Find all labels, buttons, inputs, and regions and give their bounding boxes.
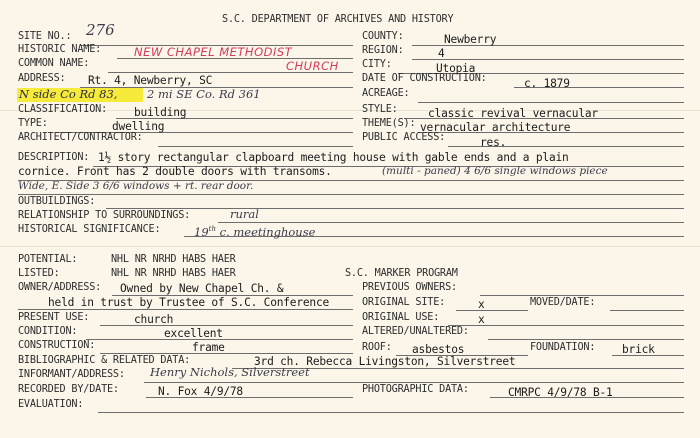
historic-name-value: NEW CHAPEL METHODIST	[134, 45, 293, 59]
type-value: dwelling	[112, 120, 165, 133]
construction-value: frame	[192, 341, 225, 354]
informant-line	[144, 382, 684, 383]
relationship-value: rural	[230, 207, 259, 221]
roof-value: asbestos	[412, 343, 465, 356]
previous-owners-line	[480, 295, 684, 296]
altered-line	[488, 339, 684, 340]
description-line-1: 1½ story rectangular clapboard meeting house with gable ends and a plain	[98, 151, 569, 164]
outbuildings-line	[106, 208, 684, 209]
address-note: 2 mi SE Co. Rd 361	[147, 87, 261, 101]
bibliographic-label: BIBLIOGRAPHIC & RELATED DATA:	[18, 355, 191, 366]
county-label: COUNTY:	[362, 31, 404, 42]
public-access-value: res.	[480, 136, 507, 149]
classification-value: building	[134, 106, 187, 119]
address-label: ADDRESS:	[18, 73, 66, 84]
date-construction-label: DATE OF CONSTRUCTION:	[362, 73, 487, 84]
present-use-label: PRESENT USE:	[18, 312, 90, 323]
region-line	[412, 59, 684, 60]
description-line-2: cornice. Front has 2 double doors with transoms.	[18, 165, 332, 178]
foundation-value: brick	[622, 343, 655, 356]
potential-codes: NHL NR NRHD HABS HAER	[111, 254, 236, 265]
potential-label: POTENTIAL:	[18, 254, 78, 265]
photographic-value: CMRPC 4/9/78 B-1	[508, 386, 613, 399]
previous-owners-label: PREVIOUS OWNERS:	[362, 282, 457, 293]
county-value: Newberry	[444, 33, 497, 46]
public-access-label: PUBLIC ACCESS:	[362, 132, 446, 143]
relationship-label: RELATIONSHIP TO SURROUNDINGS:	[18, 210, 191, 221]
description-handwritten-note-1: (multi - paned) 4 6/6 single windows piece	[382, 165, 608, 177]
description-handwritten-note-2: Wide, E. Side 3 6/6 windows + rt. rear door.	[18, 180, 254, 192]
condition-value: excellent	[164, 327, 223, 340]
informant-label: INFORMANT/ADDRESS:	[18, 369, 125, 380]
bibliographic-value: 3rd ch. Rebecca Livingston, Silverstreet	[254, 355, 516, 368]
present-use-value: church	[134, 313, 174, 326]
original-use-label: ORIGINAL USE:	[362, 312, 440, 323]
card-fold-line	[0, 246, 700, 247]
site-no-value: 276	[86, 21, 115, 39]
acreage-line	[418, 102, 684, 103]
original-site-line	[456, 310, 528, 311]
listed-codes: NHL NR NRHD HABS HAER	[111, 268, 236, 279]
description-line	[18, 194, 684, 195]
significance-value	[194, 223, 315, 239]
historic-name-value-2: CHURCH	[286, 59, 339, 73]
type-label: TYPE:	[18, 118, 48, 129]
style-label: STYLE:	[362, 104, 398, 115]
roof-label: ROOF:	[362, 342, 392, 353]
marker-program: S.C. MARKER PROGRAM	[345, 268, 458, 279]
moved-date-label: MOVED/DATE:	[530, 297, 596, 308]
significance-century: 19	[194, 224, 209, 239]
region-value: 4	[438, 47, 445, 60]
classification-label: CLASSIFICATION:	[18, 104, 108, 115]
significance-ordinal: th	[208, 225, 216, 233]
owner-value-2: held in trust by Trustee of S.C. Conference	[48, 296, 330, 309]
owner-line	[18, 309, 353, 310]
common-name-label: COMMON NAME:	[18, 58, 90, 69]
significance-text: c. meetinghouse	[215, 224, 316, 239]
evaluation-label: EVALUATION:	[18, 399, 84, 410]
acreage-label: ACREAGE:	[362, 88, 410, 99]
altered-label: ALTERED/UNALTERED:	[362, 326, 469, 337]
owner-label: OWNER/ADDRESS:	[18, 282, 102, 293]
informant-value: Henry Nichols, Silverstreet	[150, 365, 310, 379]
moved-date-line	[610, 310, 684, 311]
construction-line	[100, 353, 353, 354]
architect-line	[158, 146, 353, 147]
evaluation-line	[98, 412, 684, 413]
original-use-value: x	[478, 313, 485, 326]
city-value: Utopia	[436, 62, 476, 75]
significance-label: HISTORICAL SIGNIFICANCE:	[18, 224, 161, 235]
original-site-value: x	[478, 298, 485, 311]
condition-label: CONDITION:	[18, 326, 78, 337]
photographic-label: PHOTOGRAPHIC DATA:	[362, 384, 469, 395]
date-construction-value: c. 1879	[524, 77, 570, 90]
original-site-label: ORIGINAL SITE:	[362, 297, 446, 308]
site-no-label: SITE NO.:	[18, 31, 72, 42]
listed-label: LISTED:	[18, 268, 60, 279]
description-label: DESCRIPTION:	[18, 152, 90, 163]
recorded-label: RECORDED BY/DATE:	[18, 384, 119, 395]
outbuildings-label: OUTBUILDINGS:	[18, 196, 96, 207]
theme-value: vernacular architecture	[420, 121, 571, 134]
foundation-label: FOUNDATION:	[530, 342, 596, 353]
department-header: S.C. DEPARTMENT OF ARCHIVES AND HISTORY	[222, 14, 454, 25]
construction-label: CONSTRUCTION:	[18, 340, 96, 351]
theme-label: THEME(S):	[362, 118, 416, 129]
city-label: CITY:	[362, 59, 392, 70]
region-label: REGION:	[362, 45, 404, 56]
historic-name-label: HISTORIC NAME:	[18, 44, 102, 55]
owner-value-1: Owned by New Chapel Ch. &	[120, 282, 284, 295]
architect-label: ARCHITECT/CONTRACTOR:	[18, 132, 143, 143]
address-value: Rt. 4, Newberry, SC	[88, 74, 213, 87]
address-note-highlighted: N side Co Rd 83,	[19, 87, 118, 101]
recorded-value: N. Fox 4/9/78	[158, 385, 243, 398]
style-value: classic revival vernacular	[428, 107, 598, 120]
